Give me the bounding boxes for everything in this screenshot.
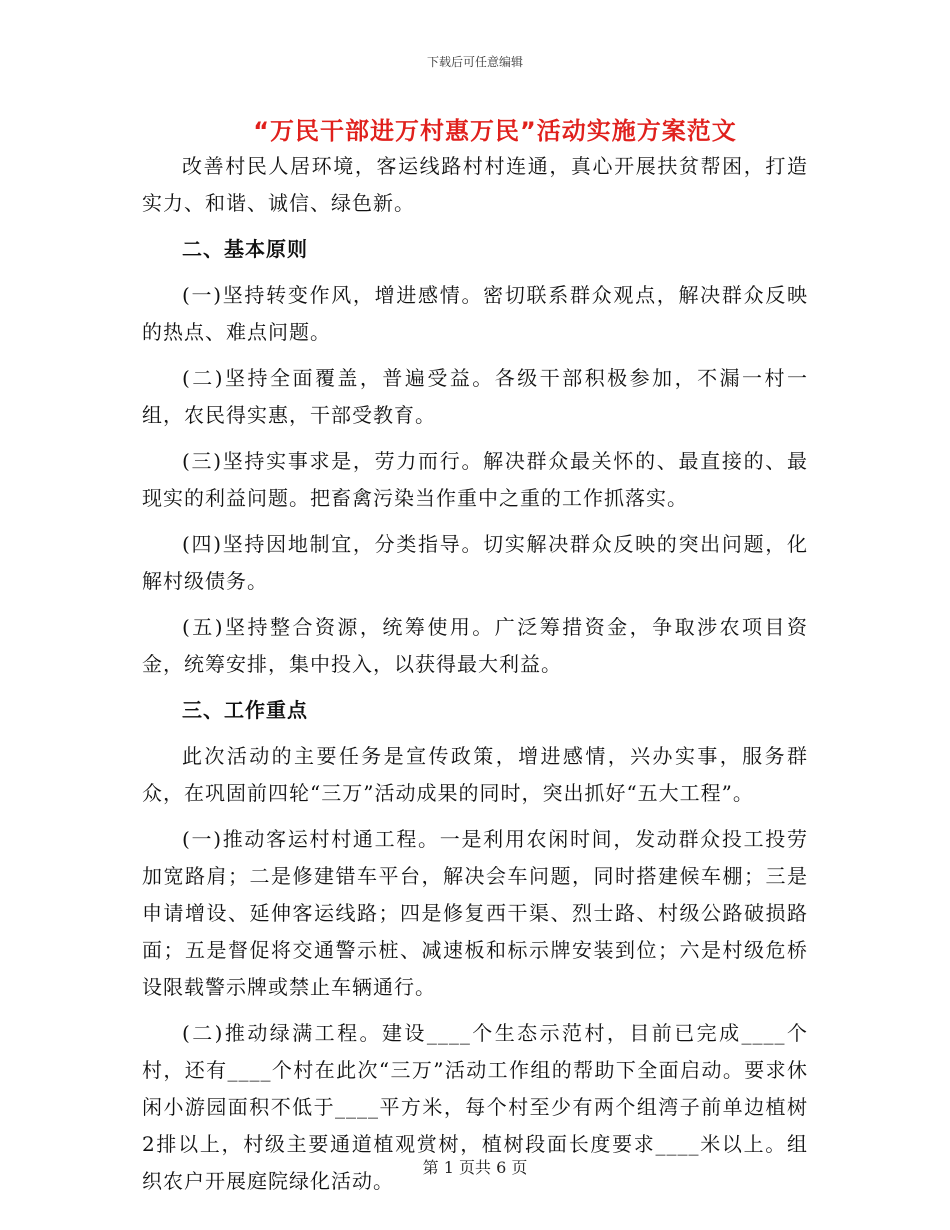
page-number: 第 1 页共 6 页 xyxy=(422,1158,528,1177)
paragraph: (二)推动绿满工程。建设____个生态示范村，目前已完成____个村，还有____个村在此次“三万”活动工作组的帮助下全面启动。要求休闲小游园面积不低于____平方米，每个村至少有两个组湾子前单边植树2排以上，村级主要通道植观赏树，植树段面长度要求____米以上。组织农户开展庭院绿化活动。 xyxy=(142,1021,808,1193)
paragraph: (二)坚持全面覆盖，普遍受益。各级干部积极参加，不漏一村一组，农民得实惠，干部受教育。 xyxy=(142,366,808,427)
section-heading: 三、工作重点 xyxy=(182,698,308,722)
paragraph: 此次活动的主要任务是宣传政策，增进感情，兴办实事，服务群众，在巩固前四轮“三万”活动成果的同时，突出抓好“五大工程”。 xyxy=(142,744,808,805)
document-title: “万民干部进万村惠万民”活动实施方案范文 xyxy=(253,117,737,145)
section-heading: 二、基本原则 xyxy=(182,237,308,261)
header-note: 下载后可任意编辑 xyxy=(426,55,523,69)
paragraph: (一)坚持转变作风，增进感情。密切联系群众观点，解决群众反映的热点、难点问题。 xyxy=(142,283,808,344)
paragraph: (三)坚持实事求是，劳力而行。解决群众最关怀的、最直接的、最现实的利益问题。把畜禽污染当作重中之重的工作抓落实。 xyxy=(142,449,808,510)
paragraph: (一)推动客运村村通工程。一是利用农闲时间，发动群众投工投劳加宽路肩；二是修建错车平台，解决会车问题，同时搭建候车棚；三是申请增设、延伸客运线路；四是修复西干渠、烈士路、村级公路破损路面；五是督促将交通警示桩、减速板和标示牌安装到位；六是村级危桥设限载警示牌或禁止车辆通行。 xyxy=(142,827,808,999)
paragraph: 改善村民人居环境，客运线路村村连通，真心开展扶贫帮困，打造实力、和谐、诚信、绿色新。 xyxy=(142,154,808,215)
document-body xyxy=(142,148,808,1209)
paragraph: (四)坚持因地制宜，分类指导。切实解决群众反映的突出问题，化解村级债务。 xyxy=(142,532,808,593)
paragraph: (五)坚持整合资源，统筹使用。广泛筹措资金，争取涉农项目资金，统筹安排，集中投入，以获得最大利益。 xyxy=(142,615,808,676)
